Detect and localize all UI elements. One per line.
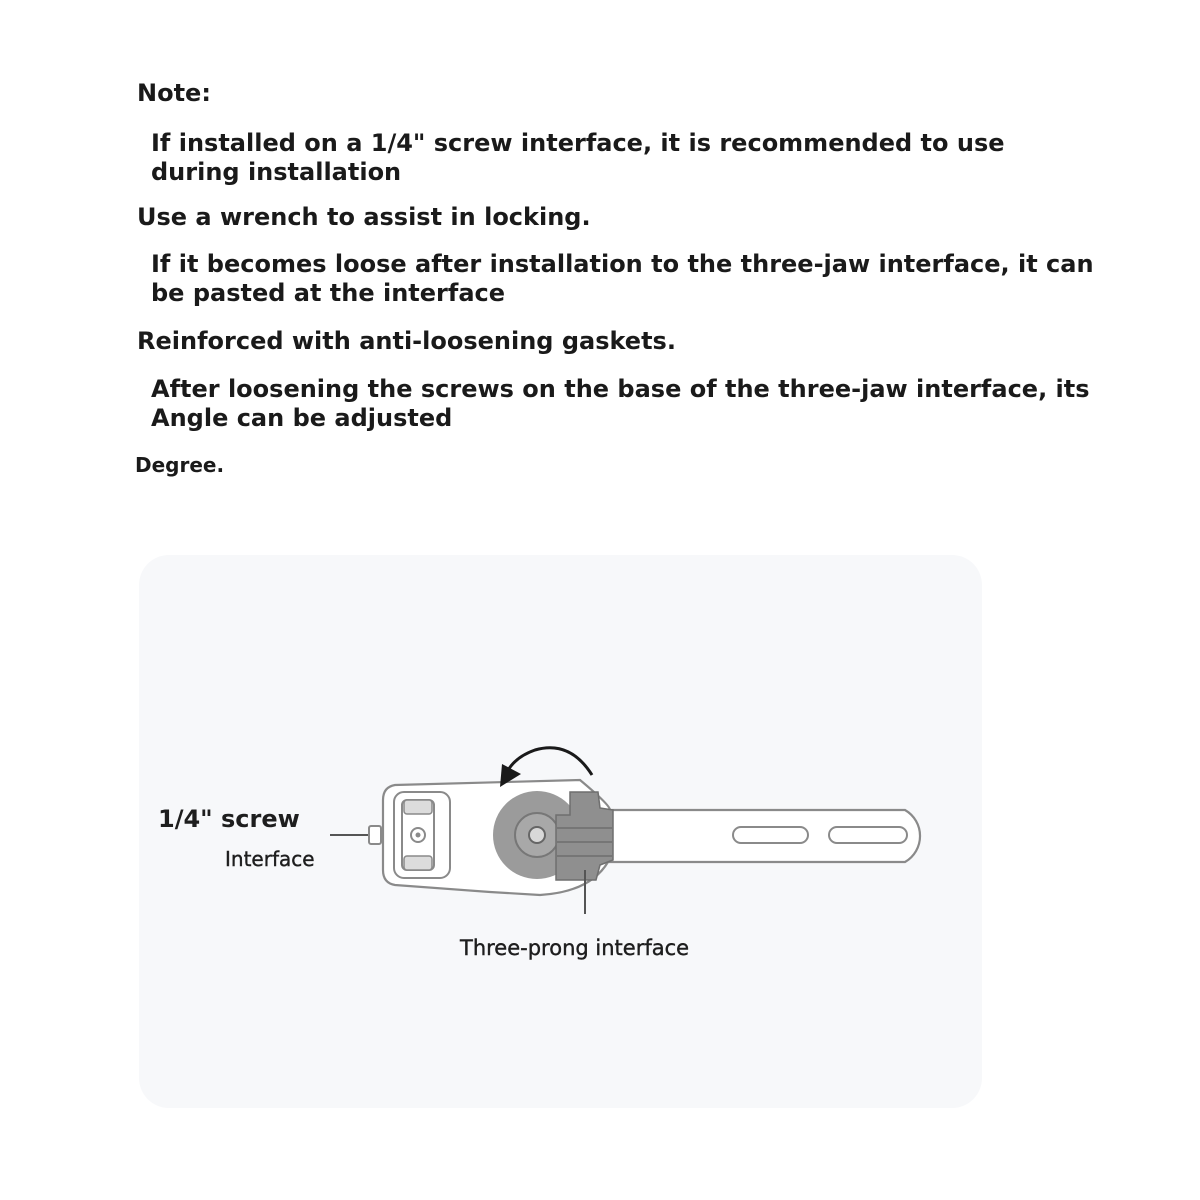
screw-sublabel: Interface	[225, 847, 315, 871]
note-line: If installed on a 1/4" screw interface, it is recommended to use	[151, 129, 1005, 157]
note-line: during installation	[151, 158, 402, 186]
rotation-arrow-icon	[507, 748, 592, 775]
arm-slot	[829, 827, 907, 843]
note-item-2: Use a wrench to assist in locking.	[137, 203, 591, 231]
rotation-knob-center	[529, 827, 545, 843]
prong-label: Three-prong interface	[460, 936, 690, 960]
thumb-wheel-hole	[416, 833, 421, 838]
thumb-wheel-ridge	[404, 856, 432, 870]
thumb-wheel-ridge	[404, 800, 432, 814]
arm-slot	[733, 827, 808, 843]
note-line: If it becomes loose after installation to the three-jaw interface, it can	[151, 250, 1094, 278]
note-item-4: Reinforced with anti-loosening gaskets.	[137, 327, 676, 355]
note-line: After loosening the screws on the base of the three-jaw interface, its	[151, 375, 1090, 403]
note-line: be pasted at the interface	[151, 279, 506, 307]
screw-label: 1/4" screw	[158, 805, 300, 833]
note-item-6: Degree.	[135, 453, 225, 477]
note-title: Note:	[137, 79, 211, 107]
note-line: Angle can be adjusted	[151, 404, 453, 432]
screw-stub-icon	[369, 826, 381, 844]
